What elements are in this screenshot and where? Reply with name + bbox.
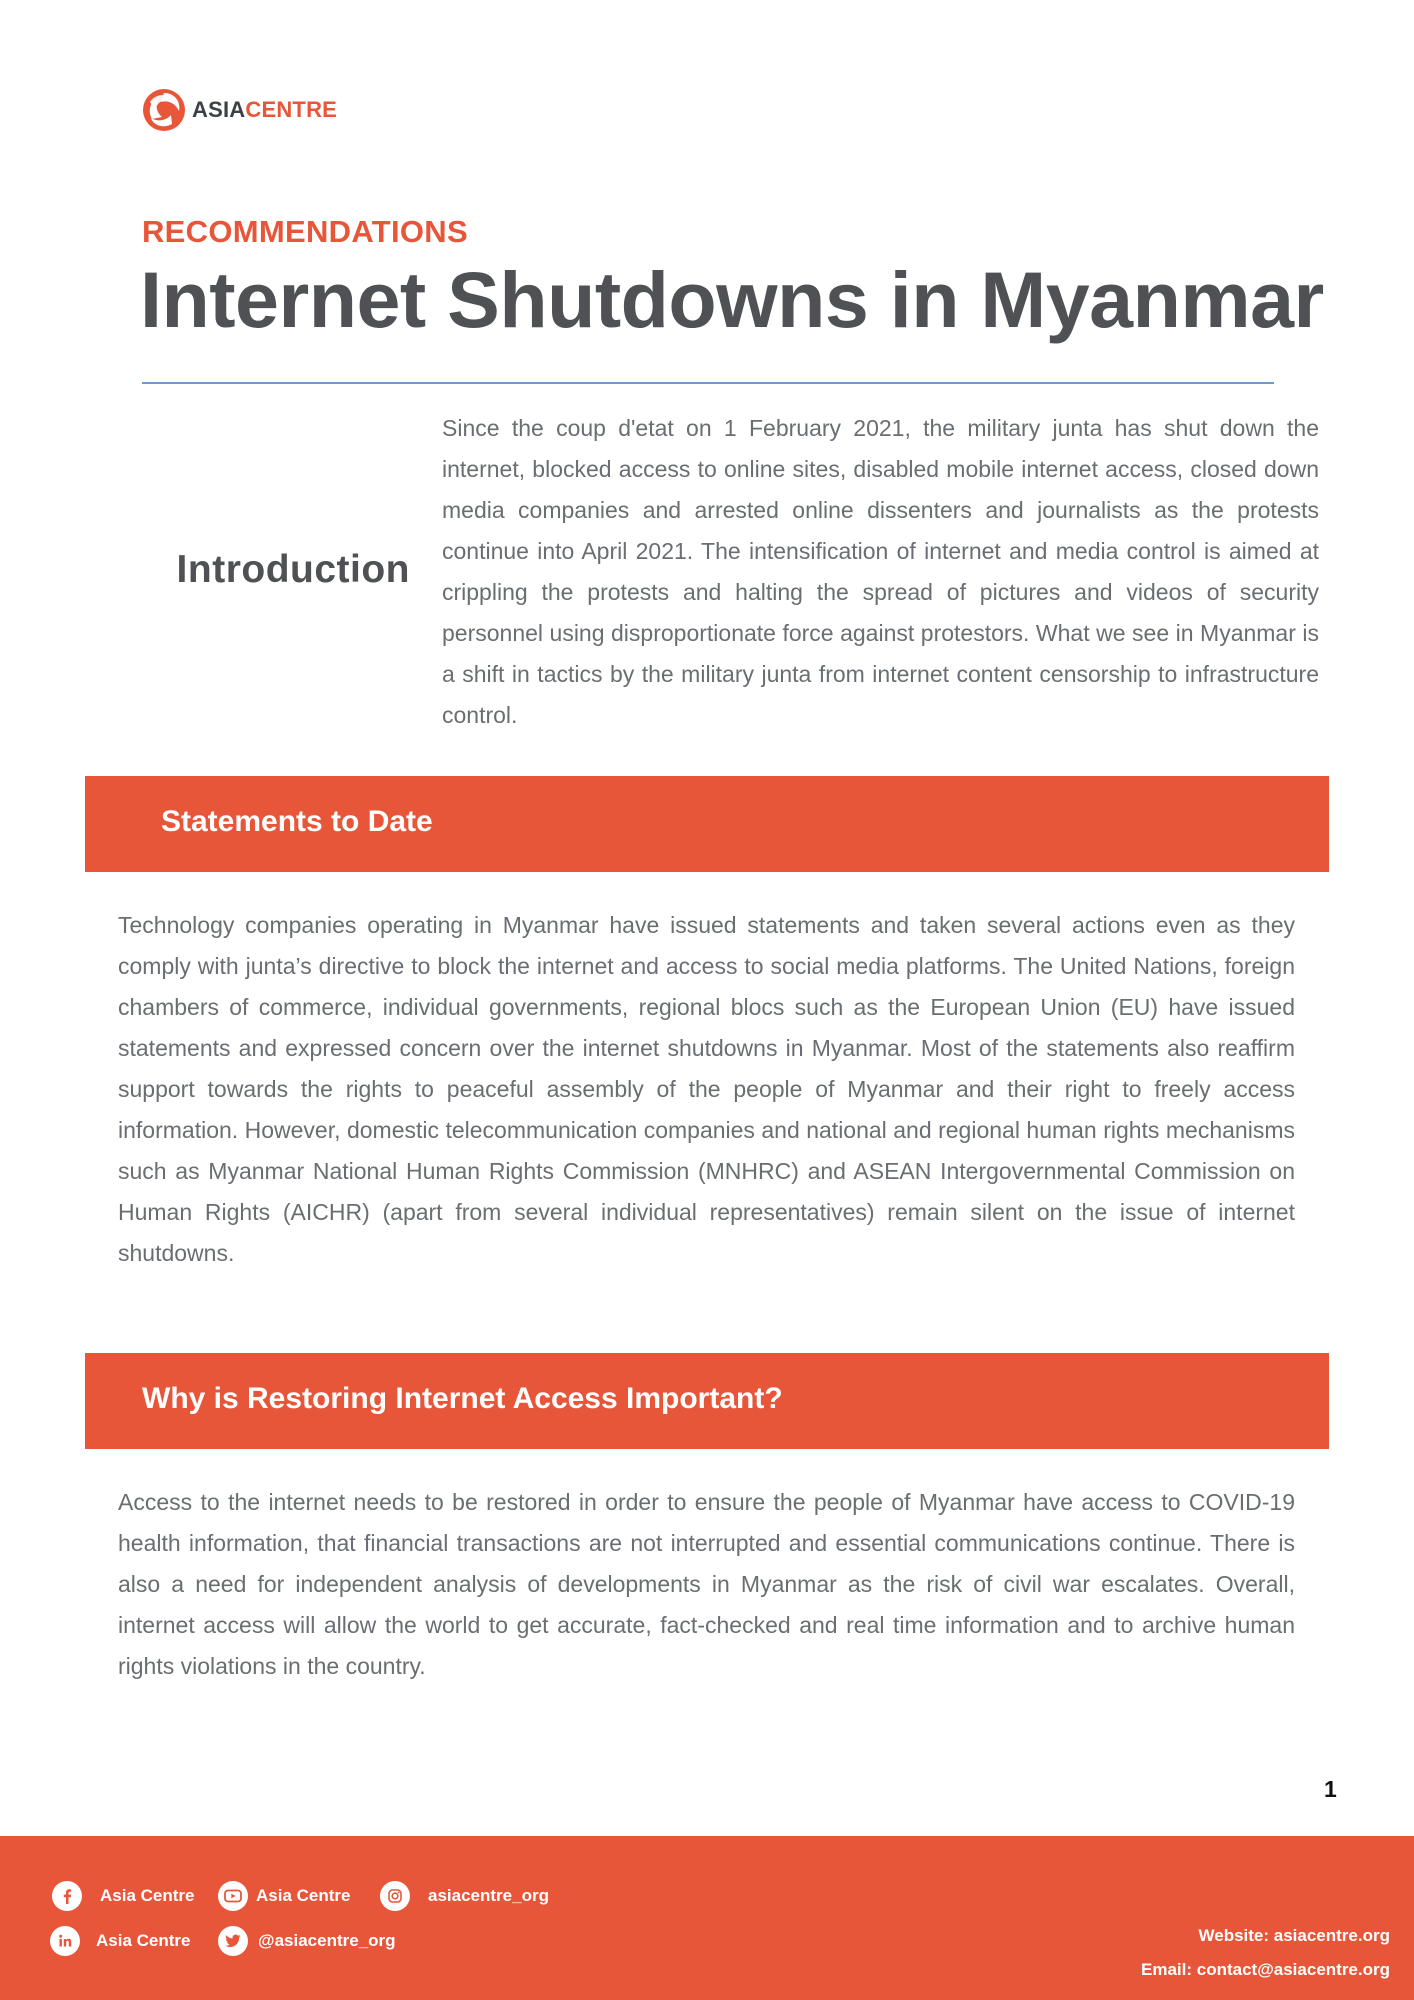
introduction-text: Since the coup d'etat on 1 February 2021, the military junta has shut down the internet, blocked access to online sites, disabled mobile internet access, closed down media companies and arrested online dissenters and journalists as the protests continue into April 2021. The intensification of internet and media control is aimed at crippling the protests and halting the spread of pictures and videos of security personnel using disproportionate force against protestors. What we see in Myanmar is a shift in tactics by the military junta from internet content censorship to infrastructure control. <box>442 415 1319 728</box>
title-divider <box>142 382 1274 384</box>
youtube-label: Asia Centre <box>256 1886 351 1905</box>
page-number: 1 <box>1324 1776 1337 1802</box>
linkedin-label: Asia Centre <box>96 1931 191 1950</box>
youtube-link[interactable] <box>218 1881 350 1911</box>
asia-centre-logo <box>142 88 337 132</box>
instagram-icon <box>380 1881 410 1911</box>
restoring-access-section-text: Access to the internet needs to be restored in order to ensure the people of Myanmar have access to COVID-19 health information, that financial transactions are not interrupted and essential communications continue. There is also a need for independent analysis of developments in Myanmar as the risk of civil war escalates. Overall, internet access will allow the world to get accurate, fact-checked and real time information and to archive human rights violations in the country. <box>118 1489 1295 1679</box>
statements-section-banner <box>85 776 1329 872</box>
linkedin-link[interactable] <box>50 1926 190 1956</box>
restoring-access-section-banner <box>85 1353 1329 1449</box>
facebook-link[interactable] <box>52 1881 194 1911</box>
website-link[interactable]: Website: asiacentre.org <box>1198 1926 1390 1945</box>
instagram-label: asiacentre_org <box>428 1886 549 1905</box>
footer <box>0 1836 1414 2000</box>
logo-wordmark <box>192 97 337 123</box>
linkedin-icon <box>50 1926 80 1956</box>
statements-section-text: Technology companies operating in Myanmar have issued statements and taken several actions even as they comply with junta’s directive to block the internet and access to social media platforms. The United Nations, foreign chambers of commerce, individual governments, regional blocs such as the European Union (EU) have issued statements and expressed concern over the internet shutdowns in Myanmar. Most of the statements also reaffirm support towards the rights to peaceful assembly of the people of Myanmar and their right to freely access information. However, domestic telecommunication companies and national and regional human rights mechanisms such as Myanmar National Human Rights Commission (MNHRC) and ASEAN Intergovernmental Commission on Human Rights (AICHR) (apart from several individual representatives) remain silent on the issue of internet shutdowns. <box>118 912 1295 1266</box>
youtube-icon <box>218 1881 248 1911</box>
introduction-heading: Introduction <box>176 548 410 591</box>
logo-text-centre: CENTRE <box>245 97 338 122</box>
instagram-link[interactable] <box>380 1881 549 1911</box>
section-kicker: RECOMMENDATIONS <box>142 214 468 249</box>
twitter-label: @asiacentre_org <box>258 1931 396 1950</box>
twitter-link[interactable] <box>218 1926 396 1956</box>
logo-text-asia: ASIA <box>192 97 246 122</box>
statements-section-title: Statements to Date <box>161 805 433 838</box>
page-title: Internet Shutdowns in Myanmar <box>140 255 1324 344</box>
facebook-icon <box>52 1881 82 1911</box>
twitter-icon <box>218 1926 248 1956</box>
facebook-label: Asia Centre <box>100 1886 195 1905</box>
logo-mark-icon <box>142 88 186 132</box>
restoring-access-section-title: Why is Restoring Internet Access Important? <box>142 1382 783 1415</box>
email-link[interactable]: Email: contact@asiacentre.org <box>1141 1960 1390 1979</box>
